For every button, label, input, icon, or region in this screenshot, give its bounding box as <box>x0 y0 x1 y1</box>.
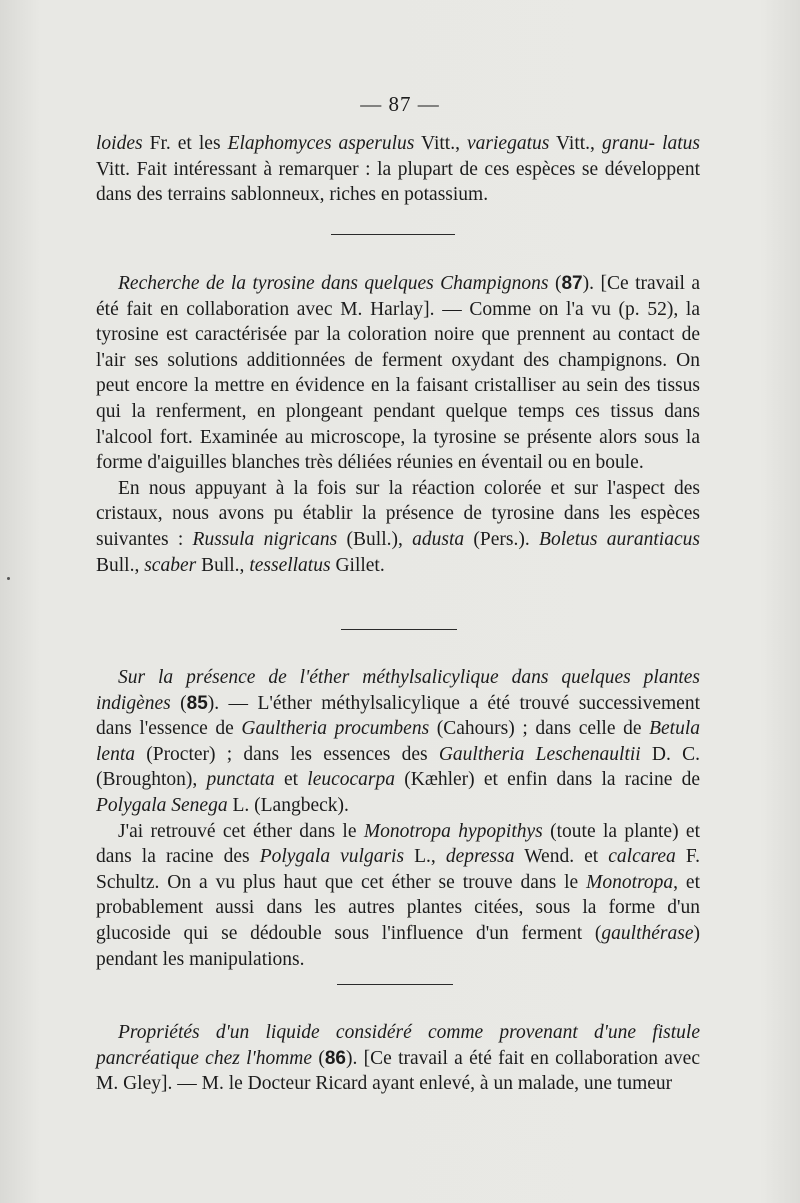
page-number: — 87 — <box>360 92 440 116</box>
section-title: Sur la présence de l'éther méthylsalicylique dans quelques plantes indigènes <box>96 667 700 714</box>
section-tyrosine <box>96 271 700 578</box>
species-name: loides <box>96 133 143 154</box>
section-divider <box>337 984 453 985</box>
section-divider <box>341 629 457 630</box>
reference-number: 87 <box>561 273 583 294</box>
section-paragraph: Propriétés d'un liquide considéré comme provenant d'une fistule pancréatique chez l'homme (86). [Ce travail a été fait en collaboration avec M. Gley]. — M. le Docteur Ricard ayant enlevé, à un malade, une tumeur <box>96 1022 700 1095</box>
section-pancreatic-fistula <box>96 1020 700 1097</box>
section-divider <box>331 234 455 235</box>
section-title: Recherche de la tyrosine dans quelques Champignons <box>118 273 549 294</box>
section-title: Propriétés d'un liquide considéré comme provenant d'une fistule pancréatique chez l'homme <box>96 1022 700 1069</box>
section-paragraph: Recherche de la tyrosine dans quelques Champignons (87). [Ce travail a été fait en collaboration avec M. Harlay]. — Comme on l'a vu (p. 52), la tyrosine est caractérisée par la coloration noire que prennent au contact de l'air ses solutions additionnées de ferment oxydant des champignons. On peut encore la mettre en évidence en la faisant cristalliser au sein des tissus qui la renferment, en plongeant pendant quelque temps ces tissus dans l'alcool fort. Examinée au microscope, la tyrosine se présente alors sous la forme d'aiguilles blanches très déliées réunies en éventail ou en boule. <box>96 273 700 474</box>
intro-paragraph: loides Fr. et les Elaphomyces asperulus Vitt., variegatus Vitt., granu- latus Vitt. Fait intéressant à remarquer : la plupart de ces espèces se développent dans des terrains sablonneux, riches en potassium. <box>96 133 700 206</box>
section-methylsalicylate <box>96 665 700 972</box>
section-paragraph: Sur la présence de l'éther méthylsalicylique dans quelques plantes indigènes (85). — L'éther méthylsalicylique a été trouvé successivement dans l'essence de Gaultheria procumbens (Cahours) ; dans celle de Betula lenta (Procter) ; dans les essences des Gaultheria Leschenaultii D. C. (Broughton), punctata et leucocarpa (Kæhler) et enfin dans la racine de Polygala Senega L. (Langbeck). <box>96 667 700 816</box>
reference-number: 85 <box>186 692 208 714</box>
section-paragraph: J'ai retrouvé cet éther dans le Monotropa hypopithys (toute la plante) et dans la racine des Polygala vulgaris L., depressa Wend. et calcarea F. Schultz. On a vu plus haut que cet éther se trouve dans le Monotropa, et probablement aussi dans les autres plantes citées, sous la forme d'un glucoside qui se dédouble sous l'influence d'un ferment (gaulthérase) pendant les manipulations. <box>96 820 701 970</box>
print-speck <box>7 577 10 580</box>
section-paragraph: En nous appuyant à la fois sur la réaction colorée et sur l'aspect des cristaux, nous avons pu établir la présence de tyrosine dans les espèces suivantes : Russula nigricans (Bull.), adusta (Pers.). Boletus aurantiacus Bull., scaber Bull., tessellatus Gillet. <box>96 477 700 576</box>
reference-number: 86 <box>324 1047 346 1069</box>
